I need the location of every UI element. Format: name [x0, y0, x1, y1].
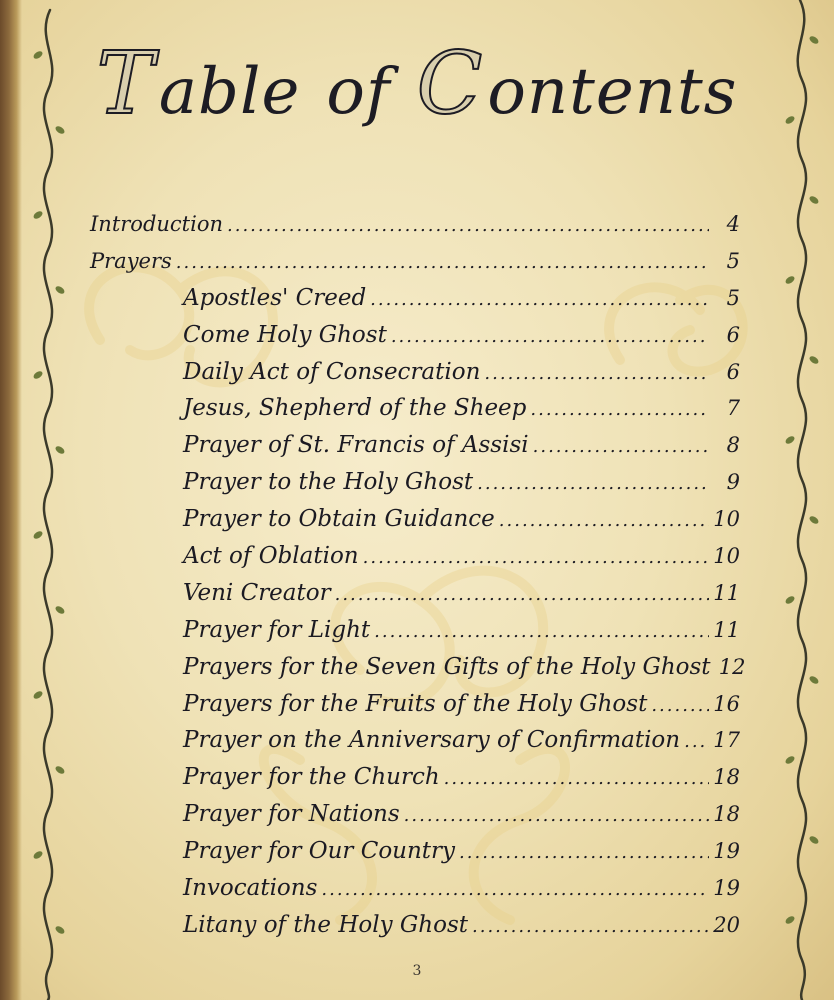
toc-leader-dots — [459, 835, 709, 872]
toc-entry[interactable] — [90, 501, 740, 538]
toc-leader-dots — [651, 688, 709, 725]
toc-entry-label: Introduction — [90, 212, 223, 236]
table-of-contents — [90, 206, 746, 944]
left-vine-border — [22, 0, 82, 1000]
toc-leader-dots — [533, 429, 709, 466]
toc-entry-label: Come Holy Ghost — [183, 321, 387, 348]
toc-entry[interactable] — [90, 390, 740, 427]
toc-entry-label: Prayer to Obtain Guidance — [183, 506, 495, 533]
toc-entry[interactable] — [90, 612, 740, 649]
right-vine-border — [770, 0, 830, 1000]
title-word-part: able — [158, 55, 301, 129]
toc-entry-label: Prayers for the Seven Gifts of the Holy Ghost — [183, 653, 711, 680]
toc-entry-label: Prayer to the Holy Ghost — [183, 469, 474, 496]
toc-entry[interactable] — [90, 870, 740, 907]
toc-entry[interactable] — [90, 796, 740, 833]
toc-entry[interactable] — [90, 317, 740, 354]
toc-entry[interactable] — [90, 354, 740, 391]
toc-leader-dots — [499, 503, 709, 540]
toc-entry[interactable] — [90, 649, 746, 686]
title-initial-cap: T — [96, 34, 155, 134]
toc-leader-dots — [176, 245, 709, 282]
toc-entry-page: 20 — [713, 912, 740, 937]
toc-leader-dots — [363, 540, 709, 577]
toc-leader-dots — [391, 319, 709, 356]
toc-leader-dots — [227, 208, 709, 245]
toc-entry[interactable] — [90, 907, 740, 944]
page-title — [0, 34, 834, 134]
toc-leader-dots — [335, 577, 709, 614]
toc-leader-dots — [370, 282, 709, 319]
toc-entry-page: 4 — [726, 212, 740, 236]
toc-entry-label: Prayer of St. Francis of Assisi — [183, 432, 529, 459]
toc-entry[interactable] — [90, 206, 740, 243]
toc-entry-label: Prayer for the Church — [183, 764, 440, 791]
toc-entry-label: Prayer for Light — [183, 616, 371, 643]
toc-entry[interactable] — [90, 722, 740, 759]
toc-leader-dots — [472, 909, 709, 946]
toc-entry-label: Litany of the Holy Ghost — [183, 911, 468, 938]
toc-entry-page: 19 — [713, 876, 740, 901]
toc-entry-page: 5 — [726, 285, 740, 310]
toc-entry[interactable] — [90, 833, 740, 870]
toc-entry[interactable] — [90, 280, 740, 317]
toc-entry-page: 17 — [713, 728, 740, 753]
toc-entry-page: 8 — [726, 433, 740, 458]
title-word-of: of — [326, 55, 391, 129]
toc-entry-page: 19 — [713, 839, 740, 864]
page-number: 3 — [412, 963, 422, 979]
toc-entry-label: Jesus, Shepherd of the Sheep — [183, 395, 527, 422]
toc-entry-label: Prayer for Nations — [183, 801, 400, 828]
toc-leader-dots — [374, 614, 709, 651]
toc-entry[interactable] — [90, 464, 740, 501]
toc-leader-dots — [484, 356, 709, 393]
toc-leader-dots — [530, 392, 709, 429]
title-word-part: ontents — [487, 55, 738, 129]
toc-entry-page: 16 — [713, 691, 740, 716]
toc-entry[interactable] — [90, 575, 740, 612]
toc-entry-page: 10 — [713, 544, 740, 569]
toc-leader-dots — [477, 466, 709, 503]
toc-leader-dots — [444, 761, 709, 798]
toc-entry-page: 9 — [726, 470, 740, 495]
toc-entry-page: 6 — [726, 359, 740, 384]
toc-entry-page: 11 — [713, 580, 740, 605]
toc-entry[interactable] — [90, 427, 740, 464]
toc-entry-label: Prayers for the Fruits of the Holy Ghost — [183, 690, 648, 717]
toc-entry[interactable] — [90, 538, 740, 575]
toc-entry-label: Prayers — [90, 248, 172, 273]
toc-leader-dots — [321, 872, 709, 909]
toc-entry-label: Veni Creator — [183, 579, 331, 606]
toc-entry-label: Daily Act of Consecration — [183, 358, 481, 385]
toc-entry[interactable] — [90, 243, 740, 280]
toc-entry-label: Invocations — [183, 875, 318, 902]
toc-entry-page: 6 — [726, 322, 740, 347]
toc-entry-page: 18 — [713, 802, 740, 827]
toc-entry-page: 10 — [713, 507, 740, 532]
toc-entry[interactable] — [90, 759, 740, 796]
page-binding-edge — [0, 0, 22, 1000]
toc-entry-page: 18 — [713, 765, 740, 790]
toc-entry[interactable] — [90, 686, 740, 723]
toc-leader-dots — [404, 798, 709, 835]
toc-entry-label: Prayer on the Anniversary of Confirmation — [183, 727, 681, 754]
toc-entry-label: Act of Oblation — [183, 543, 359, 570]
toc-entry-page: 7 — [726, 396, 740, 421]
toc-leader-dots — [684, 724, 709, 761]
toc-entry-page: 5 — [726, 248, 740, 273]
title-initial-cap: C — [416, 34, 484, 134]
toc-entry-page: 12 — [718, 654, 746, 679]
toc-entry-label: Prayer for Our Country — [183, 838, 456, 865]
toc-entry-label: Apostles' Creed — [183, 284, 367, 311]
toc-entry-page: 11 — [713, 617, 740, 642]
